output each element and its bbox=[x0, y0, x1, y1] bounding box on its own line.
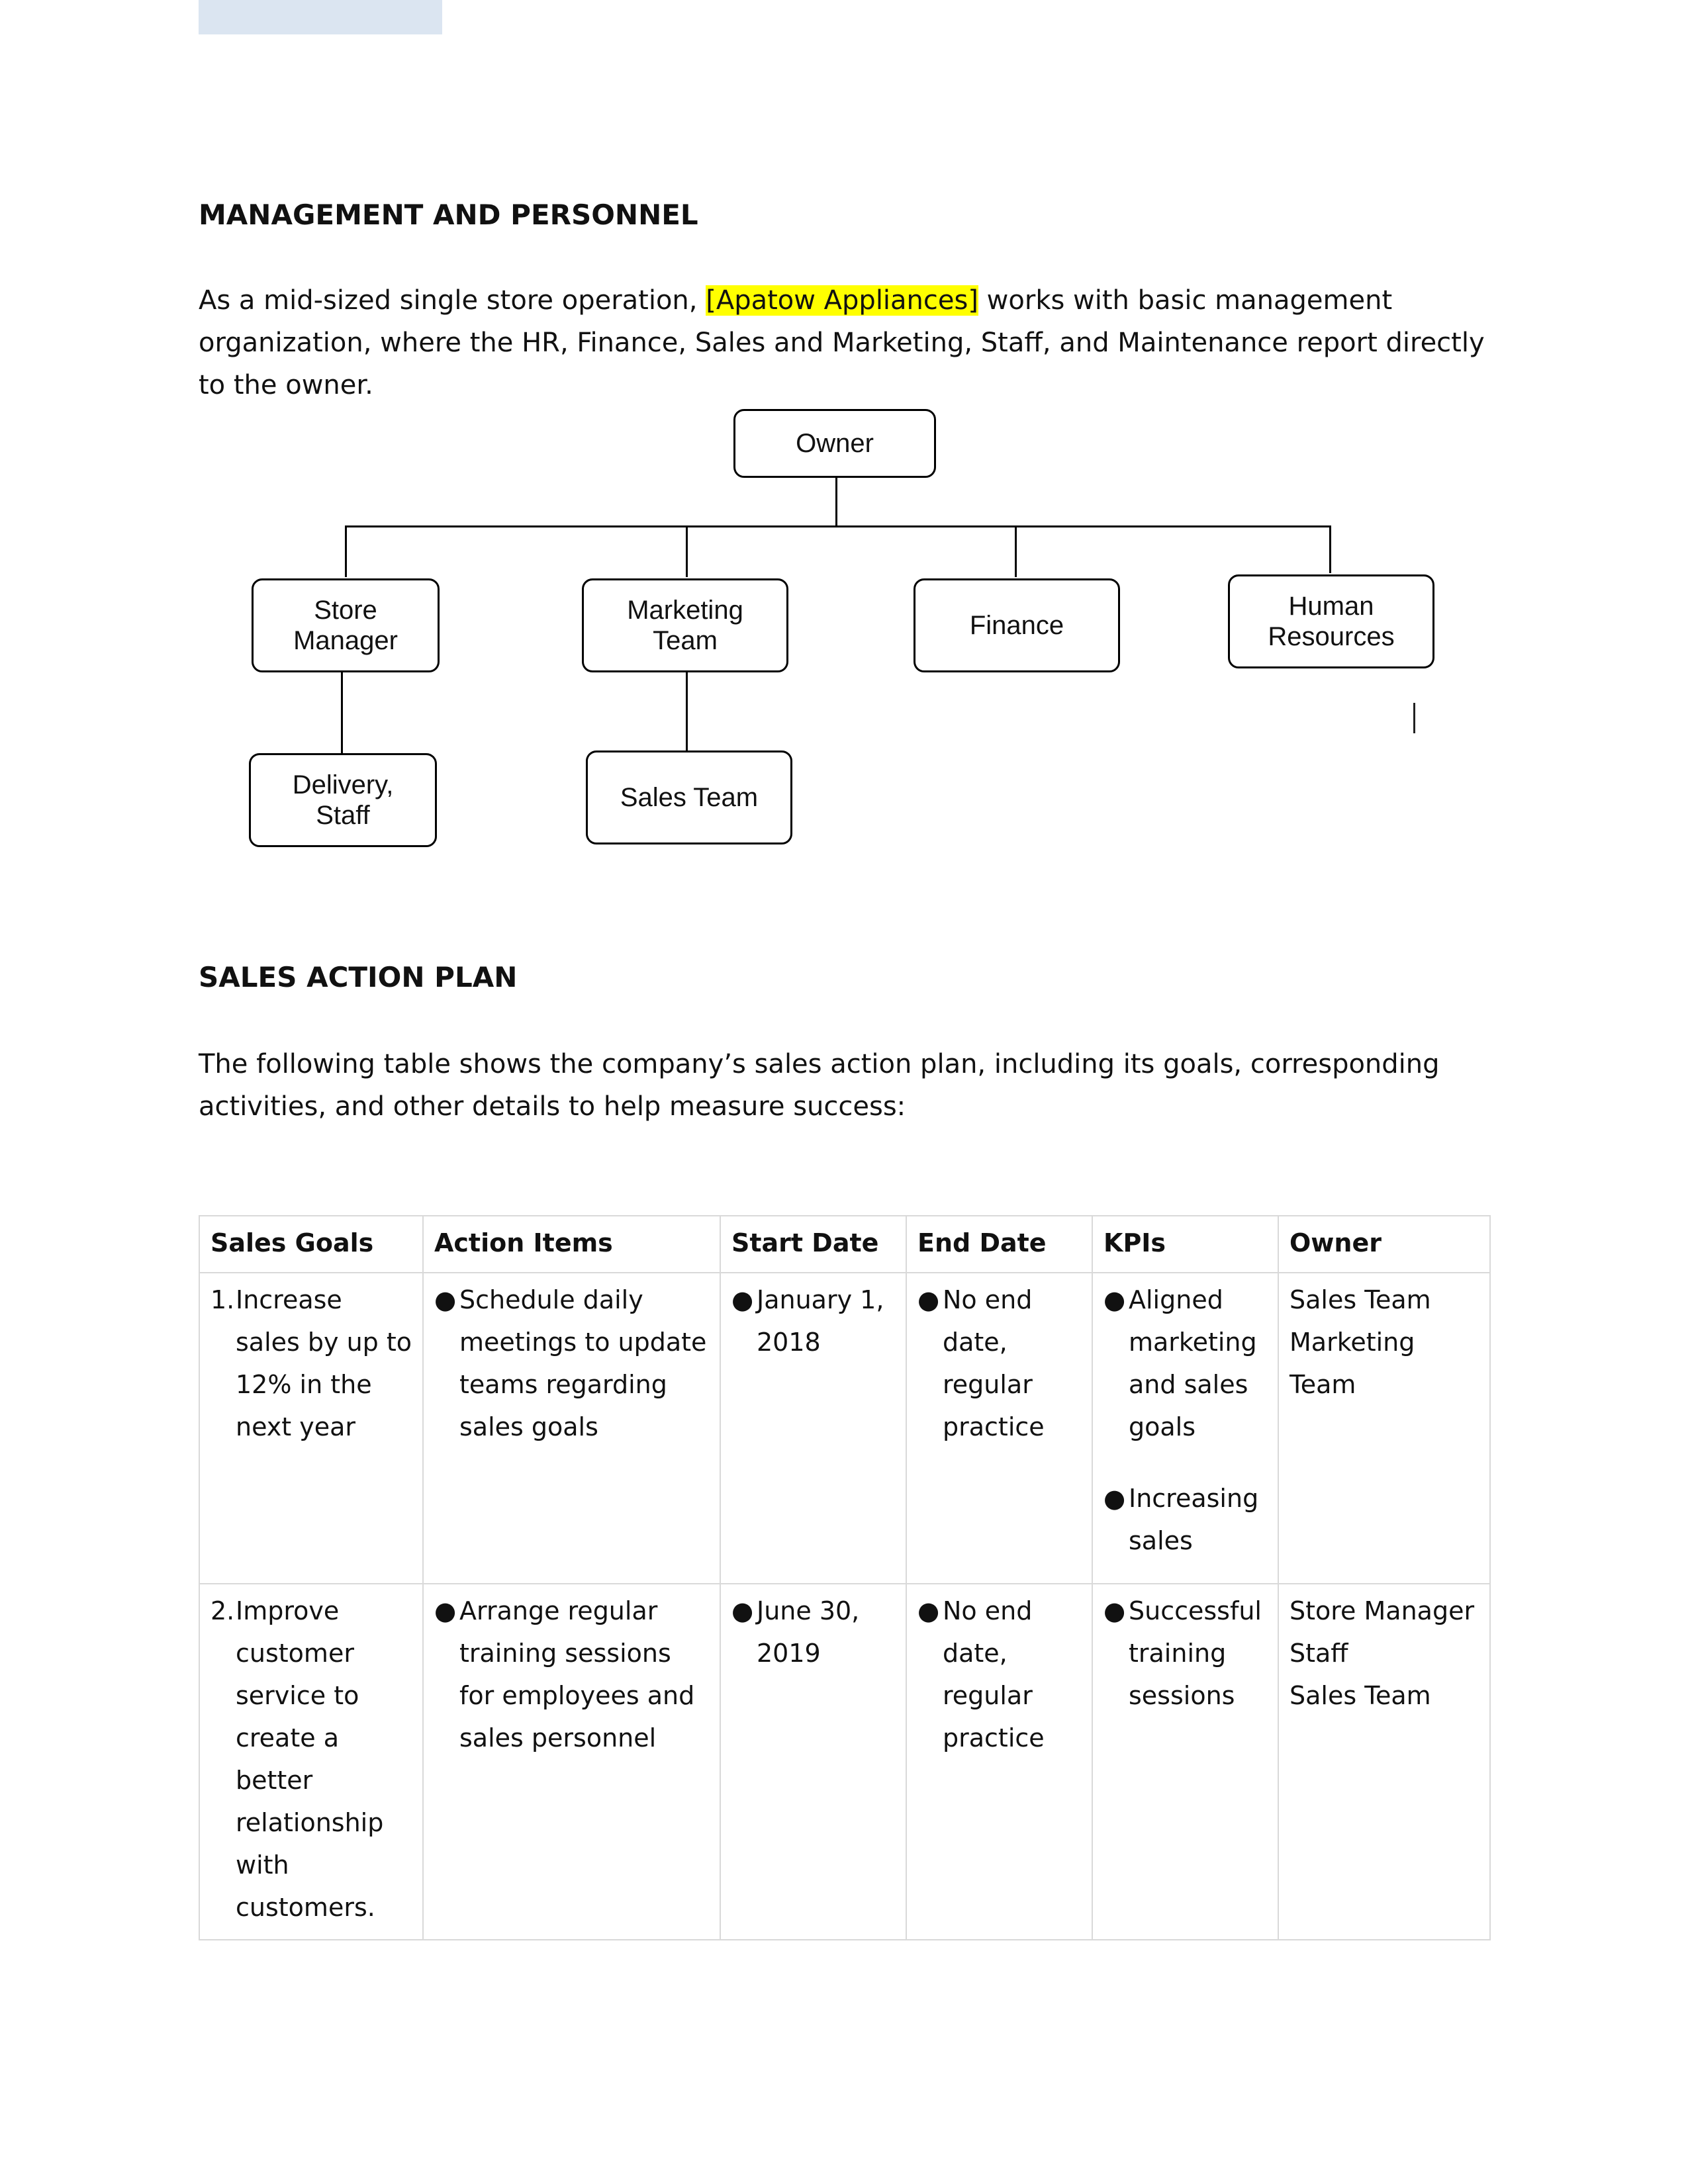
action-cell bbox=[423, 1273, 720, 1584]
org-node-human-resources[interactable]: Human Resources bbox=[1228, 574, 1434, 668]
header-owner: Owner bbox=[1278, 1216, 1490, 1273]
goal-cell bbox=[199, 1273, 423, 1584]
management-paragraph bbox=[199, 279, 1496, 406]
action-cell bbox=[423, 1584, 720, 1940]
start-date-cell bbox=[720, 1273, 906, 1584]
org-node-finance[interactable]: Finance bbox=[914, 578, 1120, 672]
goal-number: 1. bbox=[211, 1285, 235, 1314]
org-horizontal-connector bbox=[345, 525, 1331, 527]
end-date-cell bbox=[906, 1584, 1092, 1940]
bullet-icon: ● bbox=[917, 1596, 940, 1625]
org-node-delivery-staff[interactable]: Delivery, Staff bbox=[249, 753, 437, 847]
header-kpis: KPIs bbox=[1092, 1216, 1278, 1273]
kpis-cell bbox=[1092, 1273, 1278, 1584]
goal-text: Increase sales by up to 12% in the next year bbox=[236, 1285, 412, 1441]
paragraph-text-end: works with basic management organization, where the HR, Finance, Sales and Marketing, Staff, and Maintenance report directly to the owner. bbox=[199, 285, 1485, 400]
owner-text: Staff bbox=[1289, 1639, 1348, 1668]
org-node-owner[interactable]: Owner bbox=[733, 409, 936, 478]
org-chart bbox=[0, 0, 1688, 927]
end-date-text: No end date, regular practice bbox=[943, 1596, 1045, 1752]
table-header-row bbox=[199, 1216, 1490, 1273]
store-manager-connector bbox=[345, 525, 347, 577]
header-sales-goals: Sales Goals bbox=[199, 1216, 423, 1273]
owner-text: Sales Team bbox=[1289, 1681, 1431, 1710]
bullet-icon: ● bbox=[434, 1285, 457, 1314]
owner-text: Sales Team bbox=[1289, 1285, 1431, 1314]
marketing-connector bbox=[686, 525, 688, 577]
action-text: Schedule daily meetings to update teams regarding sales goals bbox=[459, 1285, 707, 1441]
header-action-items: Action Items bbox=[423, 1216, 720, 1273]
header-end-date: End Date bbox=[906, 1216, 1092, 1273]
hr-connector bbox=[1329, 525, 1331, 573]
owner-text: Store Manager bbox=[1289, 1596, 1475, 1625]
bullet-icon: ● bbox=[731, 1285, 754, 1314]
action-text: Arrange regular training sessions for employees and sales personnel bbox=[459, 1596, 695, 1752]
bullet-icon: ● bbox=[1103, 1285, 1126, 1314]
org-node-marketing-team[interactable]: Marketing Team bbox=[582, 578, 788, 672]
kpi-text: Aligned marketing and sales goals bbox=[1129, 1285, 1257, 1441]
owner-connector bbox=[835, 477, 837, 527]
header-band bbox=[199, 0, 442, 34]
section-heading-management: MANAGEMENT AND PERSONNEL bbox=[199, 199, 698, 231]
goal-text: Improve customer service to create a better relationship with customers. bbox=[236, 1596, 384, 1922]
end-date-cell bbox=[906, 1273, 1092, 1584]
bullet-icon: ● bbox=[1103, 1596, 1126, 1625]
start-date-text: January 1, 2018 bbox=[757, 1285, 884, 1357]
start-date-cell bbox=[720, 1584, 906, 1940]
kpi-text: Successful training sessions bbox=[1129, 1596, 1262, 1710]
org-node-store-manager[interactable]: Store Manager bbox=[252, 578, 440, 672]
delivery-connector bbox=[341, 671, 343, 753]
table-row bbox=[199, 1584, 1490, 1940]
section-heading-sales-plan: SALES ACTION PLAN bbox=[199, 961, 518, 993]
bullet-icon: ● bbox=[434, 1596, 457, 1625]
bullet-icon: ● bbox=[731, 1596, 754, 1625]
goal-number: 2. bbox=[211, 1596, 235, 1625]
sales-team-connector bbox=[686, 671, 688, 752]
bullet-icon: ● bbox=[1103, 1484, 1126, 1513]
goal-cell bbox=[199, 1584, 423, 1940]
owner-cell bbox=[1278, 1273, 1490, 1584]
kpis-cell bbox=[1092, 1584, 1278, 1940]
text-cursor bbox=[1413, 703, 1415, 733]
paragraph-text-start: As a mid-sized single store operation, bbox=[199, 285, 706, 316]
owner-text: Marketing Team bbox=[1289, 1328, 1415, 1399]
finance-connector bbox=[1015, 525, 1017, 577]
table-row bbox=[199, 1273, 1490, 1584]
header-start-date: Start Date bbox=[720, 1216, 906, 1273]
start-date-text: June 30, 2019 bbox=[757, 1596, 860, 1668]
bullet-icon: ● bbox=[917, 1285, 940, 1314]
org-node-sales-team[interactable]: Sales Team bbox=[586, 751, 792, 844]
owner-cell bbox=[1278, 1584, 1490, 1940]
company-name-highlight[interactable]: [Apatow Appliances] bbox=[706, 285, 978, 316]
kpi-text: Increasing sales bbox=[1129, 1484, 1259, 1555]
sales-action-plan-table bbox=[199, 1215, 1491, 1940]
end-date-text: No end date, regular practice bbox=[943, 1285, 1045, 1441]
sales-plan-paragraph: The following table shows the company’s sales action plan, including its goals, corresponding activities, and other details to help measure success: bbox=[199, 1049, 1440, 1122]
